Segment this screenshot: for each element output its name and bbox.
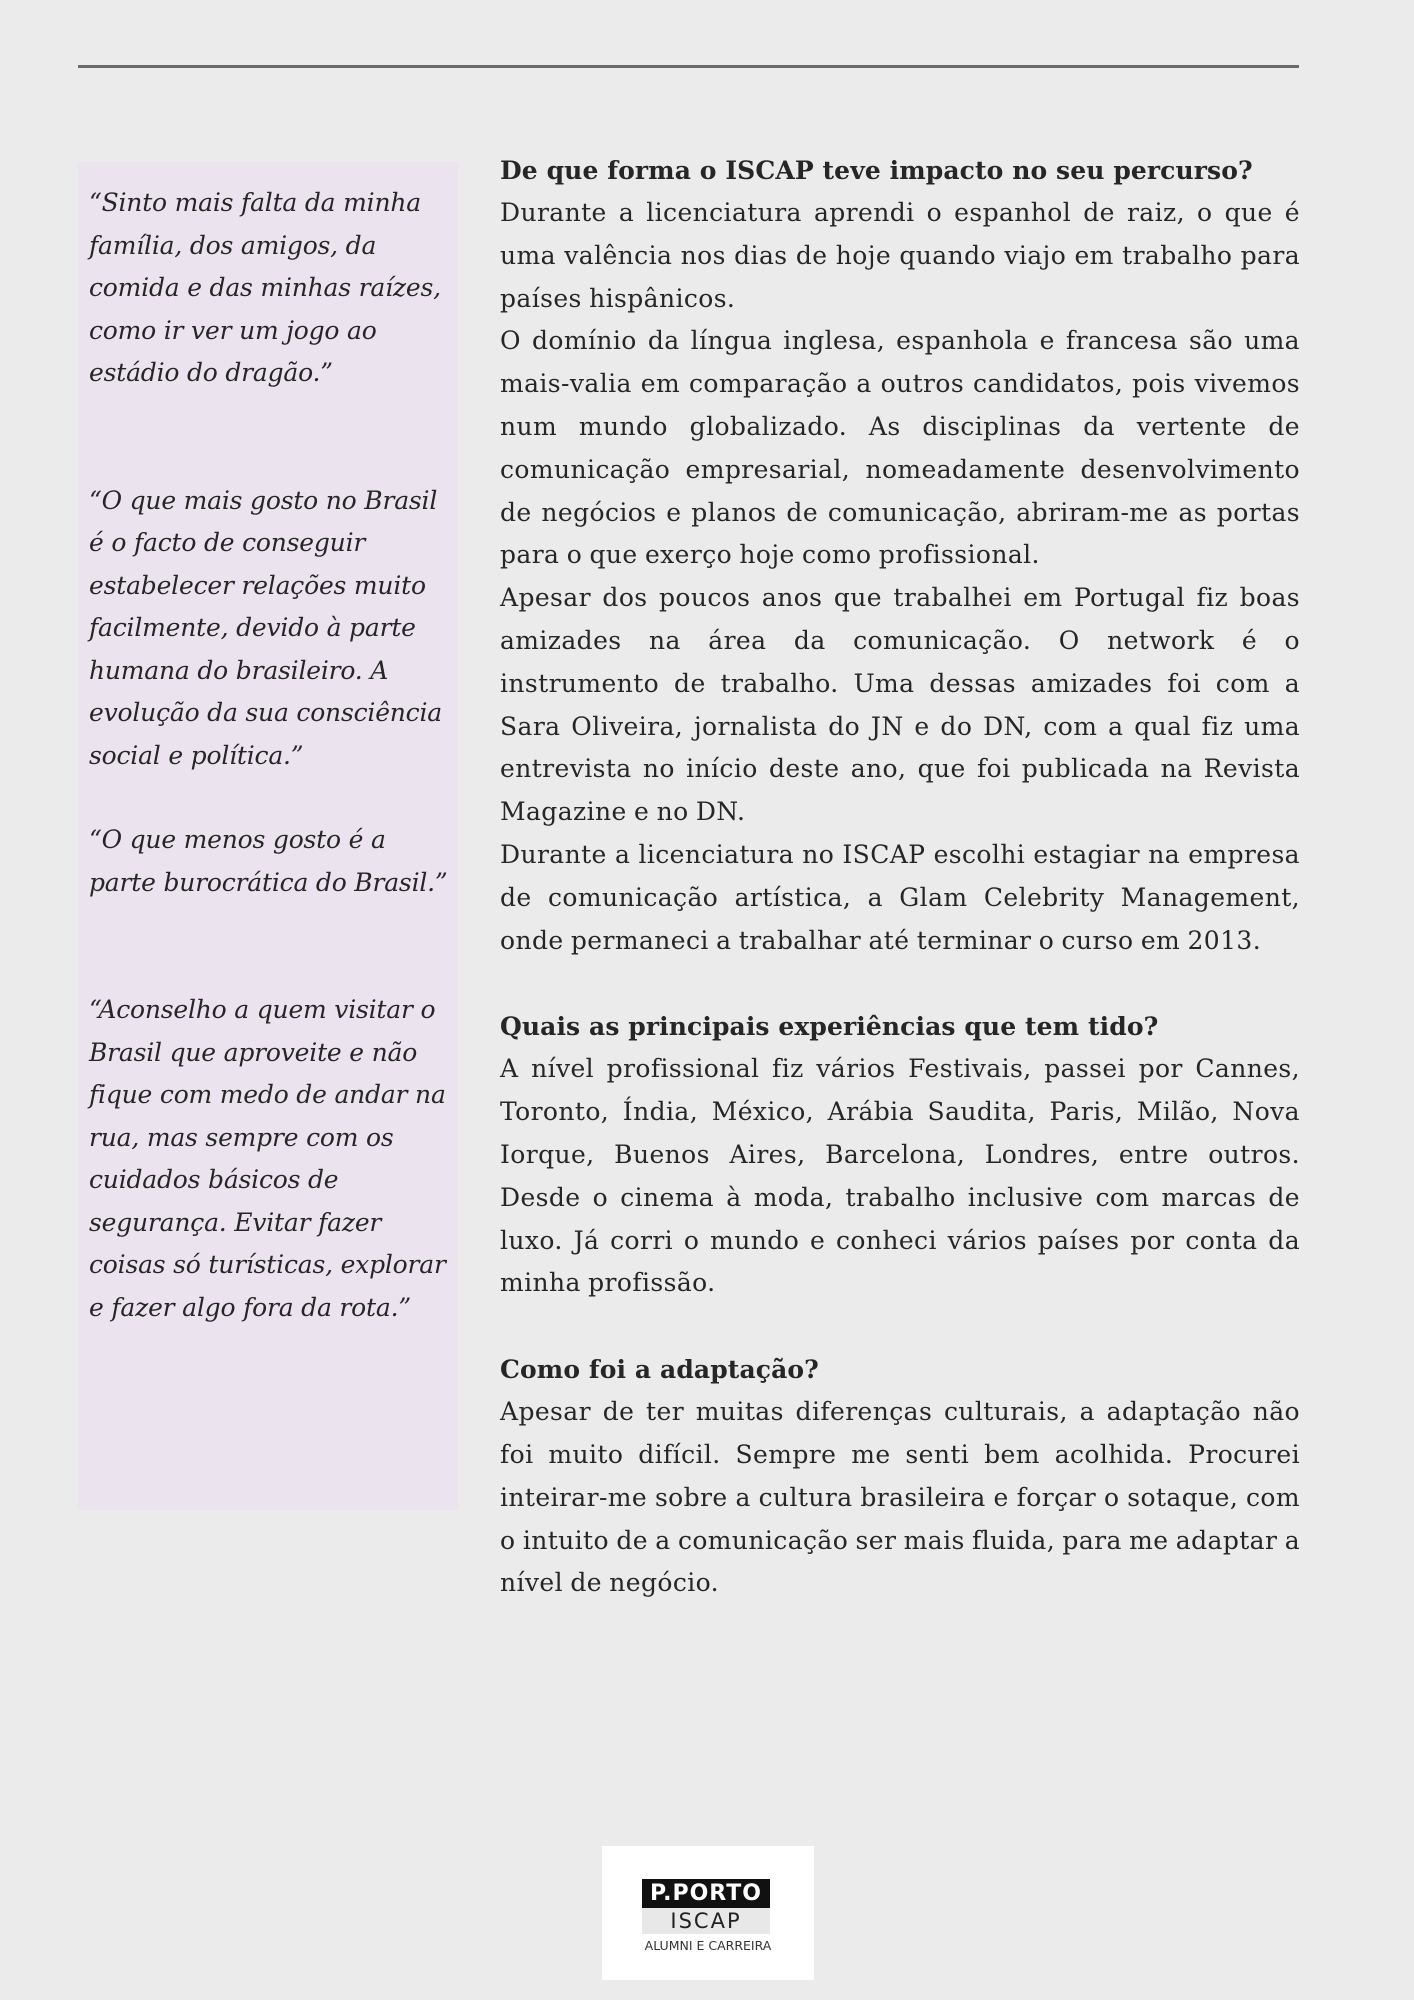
logo-subtitle: ALUMNI E CARREIRA bbox=[644, 1938, 772, 1953]
interview-question: Como foi a adaptação? bbox=[500, 1355, 819, 1385]
pull-quote: “Aconselho a quem visitar o Brasil que aproveite e não fique com medo de andar na rua, mas sempre com os cuidados básicos de segurança. Evitar fazer coisas só turísticas, explorar e fazer algo fora da rota.” bbox=[89, 995, 446, 1322]
logo-iscap-wordmark: ISCAP bbox=[642, 1908, 770, 1934]
interview-section-experiences bbox=[500, 1005, 1300, 1305]
pull-quote: “Sinto mais falta da minha família, dos amigos, da comida e das minhas raízes, como ir ver um jogo ao estádio do dragão.” bbox=[89, 188, 441, 387]
answer-paragraph: A nível profissional fiz vários Festivais, passei por Cannes, Toronto, Índia, México, Arábia Saudita, Paris, Milão, Nova Iorque, Buenos Aires, Barcelona, Londres, entre outros. Desde o cinema à moda, trabalho inclusive com marcas de luxo. Já corri o mundo e conheci vários países por conta da minha profissão. bbox=[500, 1054, 1300, 1298]
interview-question: De que forma o ISCAP teve impacto no seu percurso? bbox=[500, 156, 1253, 185]
interview-section-iscap-impact bbox=[500, 149, 1300, 962]
answer-paragraph: Apesar de ter muitas diferenças culturais, a adaptação não foi muito difícil. Sempre me senti bem acolhida. Procurei inteirar-me sobre a cultura brasileira e forçar o sotaque, com o intuito de a comunicação ser mais fluida, para me adaptar a nível de negócio. bbox=[500, 1397, 1300, 1598]
interview-question: Quais as principais experiências que tem tido? bbox=[500, 1012, 1159, 1042]
quotes-sidebar bbox=[78, 162, 458, 1510]
pull-quote: “O que menos gosto é a parte burocrática do Brasil.” bbox=[89, 825, 448, 897]
iscap-alumni-logo bbox=[602, 1846, 814, 1980]
answer-paragraph: O domínio da língua inglesa, espanhola e francesa são uma mais-valia em comparação a outros candidatos, pois vivemos num mundo globalizado. As disciplinas da vertente de comunicação empresarial, nomeadamente desenvolvimento de negócios e planos de comunicação, abriram-me as portas para o que exerço hoje como profissional. bbox=[500, 326, 1300, 570]
logo-pporto-wordmark: P.PORTO bbox=[642, 1879, 770, 1908]
interview-section-adaptation bbox=[500, 1348, 1300, 1605]
pull-quote: “O que mais gosto no Brasil é o facto de conseguir estabelecer relações muito facilmente, devido à parte humana do brasileiro. A evolução da sua consciência social e política.” bbox=[89, 485, 442, 770]
interview-body bbox=[500, 149, 1300, 1605]
answer-paragraph: Durante a licenciatura aprendi o espanhol de raiz, o que é uma valência nos dias de hoje quando viajo em trabalho para países hispânicos. bbox=[500, 198, 1300, 313]
section-spacer bbox=[500, 962, 1300, 1005]
answer-paragraph: Durante a licenciatura no ISCAP escolhi estagiar na empresa de comunicação artística, a Glam Celebrity Management, onde permaneci a trabalhar até terminar o curso em 2013. bbox=[500, 839, 1300, 955]
answer-paragraph: Apesar dos poucos anos que trabalhei em Portugal fiz boas amizades na área da comunicação. O network é o instrumento de trabalho. Uma dessas amizades foi com a Sara Oliveira, jornalista do JN e do DN, com a qual fiz uma entrevista no início deste ano, que foi publicada na Revista Magazine e no DN. bbox=[500, 583, 1300, 827]
section-spacer bbox=[500, 1305, 1300, 1348]
top-divider bbox=[78, 65, 1299, 68]
